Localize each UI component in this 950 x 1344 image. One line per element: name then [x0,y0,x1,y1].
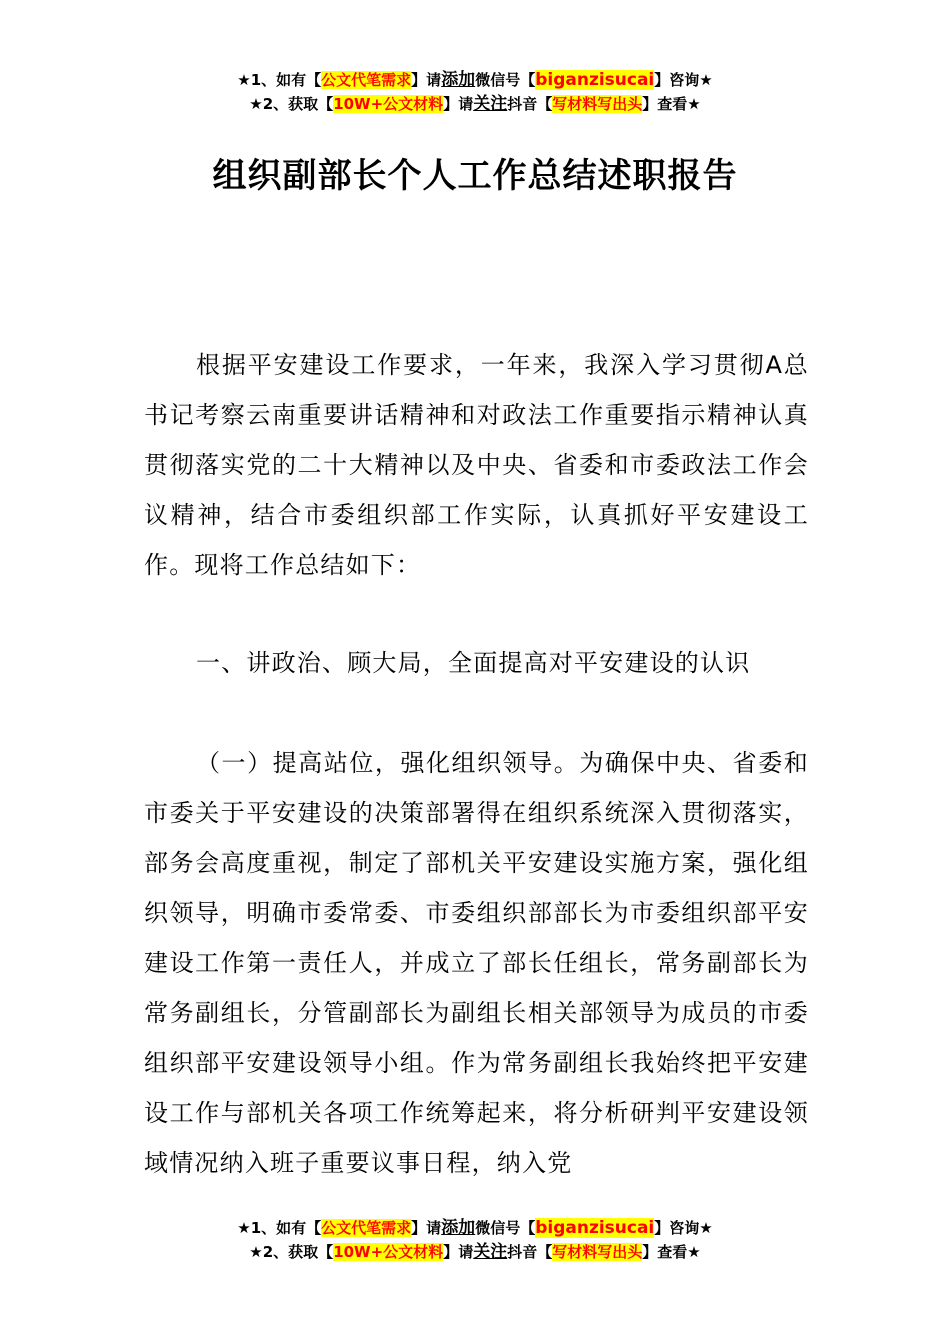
promo-line-1 [0,68,950,92]
heading-text: 一、讲政治、顾大局，全面提高对平安建设的认识 [196,649,751,677]
paragraph-section-1-1 [144,738,809,1188]
promo-text: ★1、如有【 [237,1219,322,1237]
promo-text: 】请 [443,95,474,113]
paragraph-text: 根据平安建设工作要求，一年来，我深入学习贯彻A总书记考察云南重要讲话精神和对政法工作重要指示精神认真贯彻落实党的二十大精神以及中央、省委和市委政法工作会议精神，结合市委组织部工作实际，认真抓好平安建设工作。现将工作总结如下： [144,351,809,579]
promo-text: ★2、获取【 [249,1243,334,1261]
promo-text: 】查看★ [642,95,701,113]
section-heading-1 [144,638,809,688]
promo-highlight: 10W+公文材料 [333,1243,444,1261]
promo-text: 】请 [411,71,442,89]
promo-underline: 关注 [473,94,508,114]
promo-text: 】咨询★ [654,71,713,89]
promo-douyin-id: 写材料写出头 [552,95,643,113]
promo-text: 】请 [443,1243,474,1261]
promo-text: 微信号【 [475,71,536,89]
promo-text: 】查看★ [642,1243,701,1261]
promo-highlight: 10W+公文材料 [333,95,444,113]
promo-line-2 [0,92,950,116]
promo-highlight: 公文代笔需求 [321,1219,412,1237]
promo-text: 抖音【 [507,1243,553,1261]
promo-douyin-id: 写材料写出头 [552,1243,643,1261]
promo-text: 微信号【 [475,1219,536,1237]
promo-highlight: 公文代笔需求 [321,71,412,89]
promo-wechat-id: biganzisucai [535,1218,655,1238]
promo-wechat-id: biganzisucai [535,70,655,90]
promo-underline: 添加 [441,1218,476,1238]
document-title: 组织副部长个人工作总结述职报告 [212,156,738,196]
promo-text: 】咨询★ [654,1219,713,1237]
promo-text: 抖音【 [507,95,553,113]
promo-underline: 关注 [473,1242,508,1262]
promo-text: 】请 [411,1219,442,1237]
promo-line-2 [0,1240,950,1264]
promo-text: ★1、如有【 [237,71,322,89]
promo-banner-top [0,68,950,116]
promo-banner-bottom [0,1216,950,1264]
promo-text: ★2、获取【 [249,95,334,113]
promo-underline: 添加 [441,70,476,90]
paragraph-text: （一）提高站位，强化组织领导。为确保中央、省委和市委关于平安建设的决策部署得在组织系统深入贯彻落实，部务会高度重视，制定了部机关平安建设实施方案，强化组织领导，明确市委常委、市委组织部部长为市委组织部平安建设工作第一责任人，并成立了部长任组长，常务副部长为常务副组长，分管副部长为副组长相关部领导为成员的市委组织部平安建设领导小组。作为常务副组长我始终把平安建设工作与部机关各项工作统筹起来，将分析研判平安建设领域情况纳入班子重要议事日程，纳入党 [144,749,809,1177]
paragraph-intro [144,340,809,590]
promo-line-1 [0,1216,950,1240]
